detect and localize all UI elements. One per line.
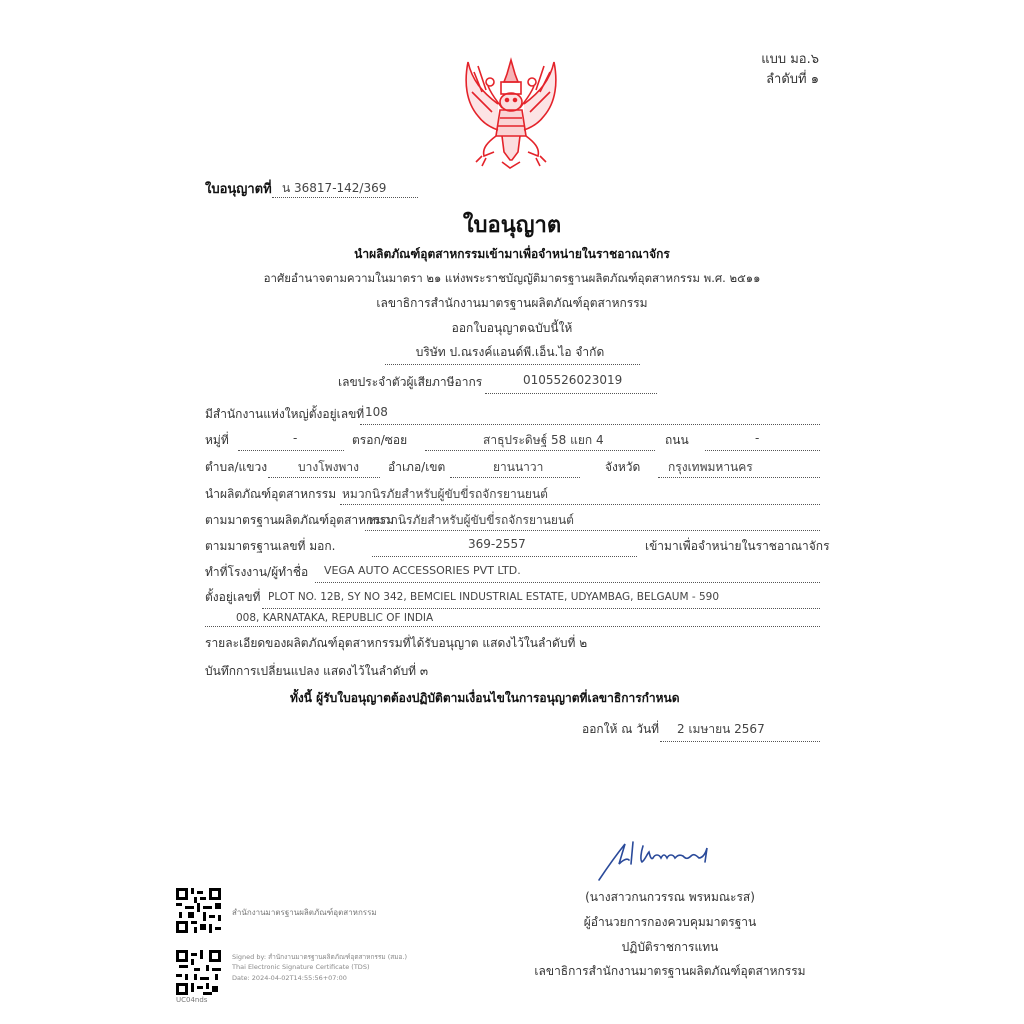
province-label: จังหวัด [605, 460, 641, 474]
road-label: ถนน [665, 433, 689, 447]
standard-no-label: ตามมาตรฐานเลขที่ มอก. [205, 539, 336, 553]
tax-id-value: 0105526023019 [523, 373, 623, 387]
signatory-position-2: ปฏิบัติราชการแทน [621, 940, 719, 954]
moo-underline [238, 450, 344, 451]
license-number-value: น 36817-142/369 [282, 181, 387, 195]
product-value: หมวกนิรภัยสำหรับผู้ขับขี่รถจักรยานยนต์ [342, 487, 548, 501]
district-label: อำเภอ/เขต [388, 460, 446, 474]
district-underline [450, 477, 580, 478]
subdistrict-underline [268, 477, 380, 478]
license-number-underline [272, 197, 418, 198]
sequence-number: ลำดับที่ ๑ [766, 72, 819, 87]
signatory-name: (นางสาวกนกวรรณ พรหมณะรส) [585, 890, 755, 904]
road-underline [705, 450, 820, 451]
hq-underline [360, 424, 820, 425]
qr2-signed-by: Signed by: สำนักงานมาตรฐานผลิตภัณฑ์อุตสาหกรรม (สมอ.) [232, 953, 408, 961]
authority-line: อาศัยอำนาจตามความในมาตรา ๒๑ แห่งพระราชบัญญัติมาตรฐานผลิตภัณฑ์อุตสาหกรรม พ.ศ. ๒๕๑๑ [263, 271, 761, 285]
issue-date-underline [660, 741, 820, 742]
issue-date-label: ออกให้ ณ วันที่ [582, 722, 660, 736]
document-subtitle: นำผลิตภัณฑ์อุตสาหกรรมเข้ามาเพื่อจำหน่ายในราชอาณาจักร [354, 247, 670, 261]
signature-image [595, 838, 725, 883]
factory-value: VEGA AUTO ACCESSORIES PVT LTD. [324, 564, 521, 577]
standard-no-value: 369-2557 [468, 537, 526, 551]
factory-label: ทำที่โรงงาน/ผู้ทำชื่อ [205, 565, 309, 579]
province-underline [658, 477, 820, 478]
address-line-2: 008, KARNATAKA, REPUBLIC OF INDIA [236, 612, 434, 624]
moo-value: - [293, 431, 298, 445]
soi-label: ตรอก/ซอย [352, 433, 408, 447]
standard-no-underline [372, 556, 637, 557]
standard-underline [365, 530, 820, 531]
qr1-caption: สำนักงานมาตรฐานผลิตภัณฑ์อุตสาหกรรม [232, 908, 377, 917]
garuda-emblem [452, 52, 570, 170]
signatory-position-3: เลขาธิการสำนักงานมาตรฐานผลิตภัณฑ์อุตสาหกรรม [534, 964, 806, 978]
product-label: นำผลิตภัณฑ์อุตสาหกรรม [205, 487, 337, 501]
qr2-certificate: Thai Electronic Signature Certificate (TDS) [232, 963, 370, 971]
signatory-position-1: ผู้อำนวยการกองควบคุมมาตรฐาน [583, 915, 757, 929]
hq-number: 108 [365, 405, 388, 419]
factory-underline [315, 582, 820, 583]
subdistrict-label: ตำบล/แขวง [205, 460, 268, 474]
changes-note: บันทึกการเปลี่ยนแปลง แสดงไว้ในลำดับที่ ๓ [205, 664, 429, 678]
product-underline [340, 504, 820, 505]
standard-label: ตามมาตรฐานผลิตภัณฑ์อุตสาหกรรม [205, 513, 395, 527]
license-number-label: ใบอนุญาตที่ [205, 182, 272, 197]
company-underline [385, 364, 640, 365]
address-underline-2 [205, 626, 820, 627]
road-value: - [755, 431, 760, 445]
issuer-line: เลขาธิการสำนักงานมาตรฐานผลิตภัณฑ์อุตสาหกรรม [376, 296, 648, 310]
qr-code-signature[interactable] [176, 950, 221, 995]
details-note: รายละเอียดของผลิตภัณฑ์อุตสาหกรรมที่ได้รับอนุญาต แสดงไว้ในลำดับที่ ๒ [205, 636, 588, 650]
soi-underline [425, 450, 655, 451]
document-title: ใบอนุญาต [462, 213, 562, 238]
province-value: กรุงเทพมหานคร [668, 460, 753, 474]
issued-to-line: ออกใบอนุญาตฉบับนี้ให้ [451, 321, 573, 335]
moo-label: หมู่ที่ [205, 433, 229, 447]
import-suffix: เข้ามาเพื่อจำหน่ายในราชอาณาจักร [645, 539, 830, 553]
qr2-code-text: UC04nds [176, 996, 208, 1004]
condition-note: ทั้งนี้ ผู้รับใบอนุญาตต้องปฏิบัติตามเงื่อนไขในการอนุญาตที่เลขาธิการกำหนด [290, 691, 680, 705]
address-line-1: PLOT NO. 12B, SY NO 342, BEMCIEL INDUSTRIAL ESTATE, UDYAMBAG, BELGAUM - 590 [268, 591, 720, 603]
district-value: ยานนาวา [493, 460, 544, 474]
soi-value: สาธุประดิษฐ์ 58 แยก 4 [483, 433, 604, 447]
tax-id-underline [485, 393, 657, 394]
hq-label: มีสำนักงานแห่งใหญ่ตั้งอยู่เลขที่ [205, 407, 365, 421]
company-name: บริษัท ป.ณรงค์แอนด์พี.เอ็น.ไอ จำกัด [415, 345, 605, 359]
tax-id-label: เลขประจำตัวผู้เสียภาษีอากร [338, 375, 483, 389]
standard-value: หมวกนิรภัยสำหรับผู้ขับขี่รถจักรยานยนต์ [368, 513, 574, 527]
form-code: แบบ มอ.๖ [761, 52, 819, 67]
qr-code-verification[interactable] [176, 888, 221, 933]
address-underline-1 [262, 608, 820, 609]
issue-date-value: 2 เมษายน 2567 [677, 722, 765, 736]
subdistrict-value: บางโพงพาง [298, 460, 359, 474]
address-label: ตั้งอยู่เลขที่ [205, 590, 261, 604]
qr2-date: Date: 2024-04-02T14:55:56+07:00 [232, 974, 347, 982]
